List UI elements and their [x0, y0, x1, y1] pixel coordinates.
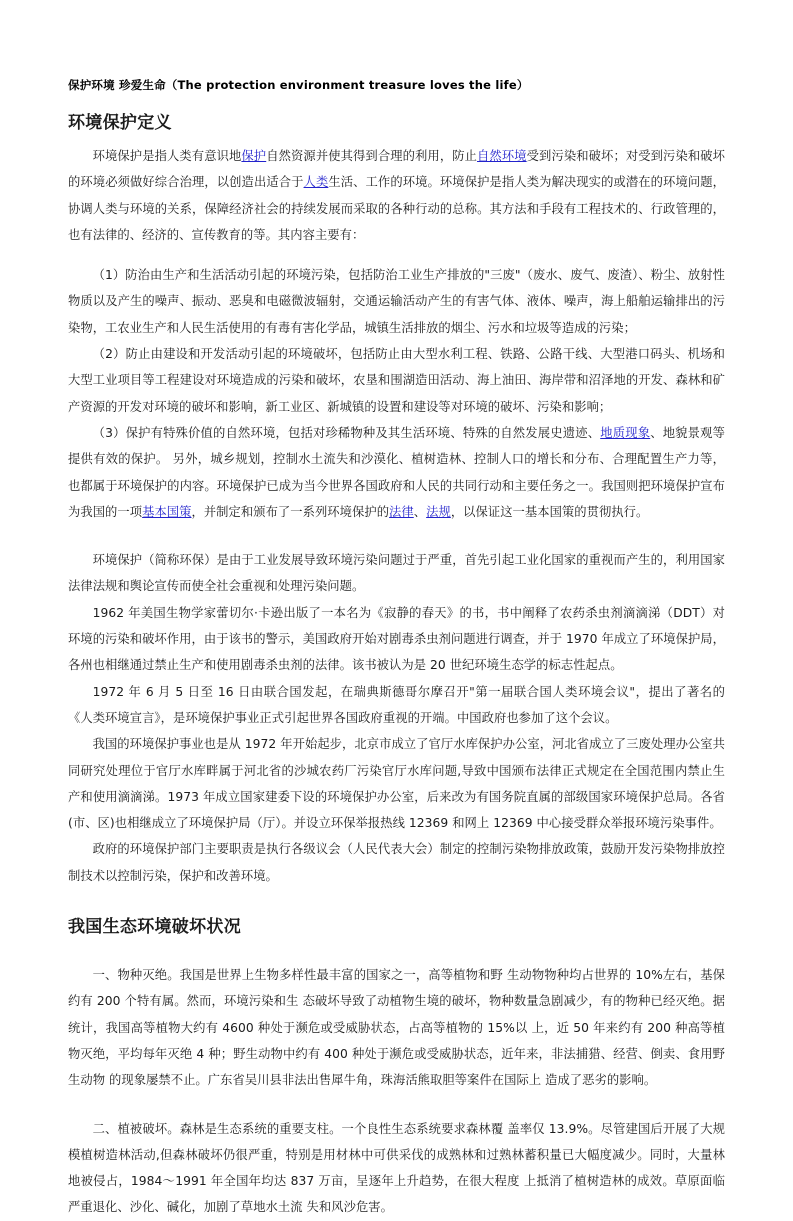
paragraph-china-history: 我国的环境保护事业也是从 1972 年开始起步，北京市成立了官厅水库保护办公室，河北省成立了三废处理办公室共同研究处理位于官厅水库畔属于河北省的沙城农药厂污染官厅水库问题,导致中国颁布法律正式规定在全国范围内禁止生产和使用滴滴涕。1973 年成立国家建委下设的环境保护办公室，后来改为有国务院直属的部级国家环境保护总局。各省(市、区)也相继成立了环境保护局（厅）。并设立环保举报热线 12369 和网上 12369 中心接受群众举报环境污染事件。 — [68, 737, 725, 831]
text-run: （3）保护有特殊价值的自然环境，包括对珍稀物种及其生活环境、特殊的自然发展史遗迹、 — [92, 425, 601, 440]
link-fagui[interactable]: 法规 — [426, 504, 451, 519]
text-run: 受到污染和破坏；对受到污染和破坏的环境必须做好综合治理，以创造出适合于 — [68, 149, 725, 190]
paragraph-species-extinction: 一、物种灭绝。我国是世界上生物多样性最丰富的国家之一，高等植物和野 生动物物种均占世界的 10%左右，基保约有 200 个特有属。然而，环境污染和生 态破坏导致了动植物生境的破坏，物种数量急剧减少，有的物种已经灭绝。据统计，我国高等植物大约有 4600 种处于濒危或受威胁状态，占高等植物的 15%以 上，近 50 年来约有 200 种高等植物灭绝，平均每年灭绝 4 种；野生动物中约有 400 种处于濒危或受威胁状态，近年来，非法捕猎、经营、倒卖、食用野生动物 的现象屡禁不止。广东省吴川县非法出售犀牛角，珠海活熊取胆等案件在国际上 造成了恶劣的影响。 — [68, 968, 725, 1088]
text-run: 自然资源并使其得到合理的利用，防止 — [266, 149, 478, 163]
link-baohu[interactable]: 保护 — [241, 149, 267, 163]
paragraph-spacer — [68, 1094, 725, 1116]
link-jibenguoce[interactable]: 基本国策 — [142, 504, 192, 519]
text-run: 、 — [413, 504, 427, 519]
text-run: ，并制定和颁布了一系列环境保护的 — [191, 504, 390, 519]
document-title: 保护环境 珍爱生命（The protection environment treasure loves the life） — [68, 78, 529, 92]
text-run: 环境保护是指人类有意识地 — [92, 149, 242, 163]
paragraph-spacer — [68, 248, 725, 262]
text-run: 、地貌景观等提供有效的保护。 另外，城乡规划，控制水土流失和沙漠化、植树造林、控制人口的增长和分布、合理配置生产力等，也都属于环境保护的内容。环境保护已成为当今世界各国政府和人民的共同行动和主要任务之一。我国则把环境保护宣布为我国的一项 — [68, 425, 726, 519]
paragraph-item-3 — [68, 420, 725, 525]
paragraph-silent-spring-1962: 1962 年美国生物学家蕾切尔·卡逊出版了一本名为《寂静的春天》的书，书中阐释了农药杀虫剂滴滴涕（DDT）对环境的污染和破坏作用，由于该书的警示，美国政府开始对剧毒杀虫剂问题进行调查，并于 1970 年成立了环境保护局，各州也相继通过禁止生产和使用剧毒杀虫剂的法律。该书被认为是 20 世纪环境生态学的标志性起点。 — [68, 605, 725, 673]
link-renlei[interactable]: 人类 — [303, 175, 329, 190]
section-heading-ecological-damage-status: 我国生态环境破坏状况 — [68, 917, 241, 938]
paragraph-definition-intro — [68, 143, 725, 248]
text-run: 生活、工作的环境。环境保护是指人类为解决现实的或潜在的环境问题，协调人类与环境的关系，保障经济社会的持续发展而采取的各种行动的总称。其方法和手段有工程技术的、行政管理的，也有法律的、经济的、宣传教育的等。其内容主要有： — [68, 175, 725, 242]
link-falv[interactable]: 法律 — [389, 504, 414, 519]
link-dizhixianxiang[interactable]: 地质现象 — [600, 425, 651, 440]
section-heading-environmental-protection-definition: 环境保护定义 — [68, 113, 172, 133]
paragraph-vegetation-destruction: 二、植被破坏。森林是生态系统的重要支柱。一个良性生态系统要求森林覆 盖率仅 13.9%。尽管建国后开展了大规模植树造林活动,但森林破坏仍很严重，特别是用材林中可供采伐的成熟林和过熟林蓄积量已大幅度减少。同时，大量林 地被侵占，1984～1991 年全国年均达 837 万亩，呈逐年上升趋势，在很大程度 上抵消了植树造林的成效。草原面临严重退化、沙化、碱化，加剧了草地水土流 失和风沙危害。 — [68, 1121, 725, 1215]
paragraph-item-1: （1）防治由生产和生活活动引起的环境污染，包括防治工业生产排放的"三废"（废水、废气、废渣）、粉尘、放射性物质以及产生的噪声、振动、恶臭和电磁微波辐射，交通运输活动产生的有害气体、液体、噪声，海上船舶运输排出的污染物，工农业生产和人民生活使用的有毒有害化学品，城镇生活排放的烟尘、污水和垃圾等造成的污染； — [68, 268, 725, 335]
link-ziranhuanjing[interactable]: 自然环境 — [477, 149, 527, 163]
paragraph-huanbao-definition: 环境保护（简称环保）是由于工业发展导致环境污染问题过于严重，首先引起工业化国家的重视而产生的，利用国家法律法规和舆论宣传而使全社会重视和处理污染问题。 — [68, 553, 725, 594]
paragraph-spacer — [68, 525, 725, 547]
paragraph-government-duties: 政府的环境保护部门主要职责是执行各级议会（人民代表大会）制定的控制污染物排放政策，鼓励开发污染物排放控制技术以控制污染，保护和改善环境。 — [68, 842, 725, 883]
text-run: ，以保证这一基本国策的贯彻执行。 — [450, 504, 649, 519]
paragraph-stockholm-1972: 1972 年 6 月 5 日至 16 日由联合国发起，在瑞典斯德哥尔摩召开"第一届联合国人类环境会议"，提出了著名的《人类环境宣言》，是环境保护事业正式引起世界各国政府重视的开端。中国政府也参加了这个会议。 — [68, 684, 725, 725]
paragraph-item-2: （2）防止由建设和开发活动引起的环境破坏，包括防止由大型水利工程、铁路、公路干线、大型港口码头、机场和大型工业项目等工程建设对环境造成的污染和破坏，农垦和围湖造田活动、海上油田、海岸带和沼泽地的开发、森林和矿产资源的开发对环境的破坏和影响，新工业区、新城镇的设置和建设等对环境的破坏、污染和影响； — [68, 347, 725, 414]
